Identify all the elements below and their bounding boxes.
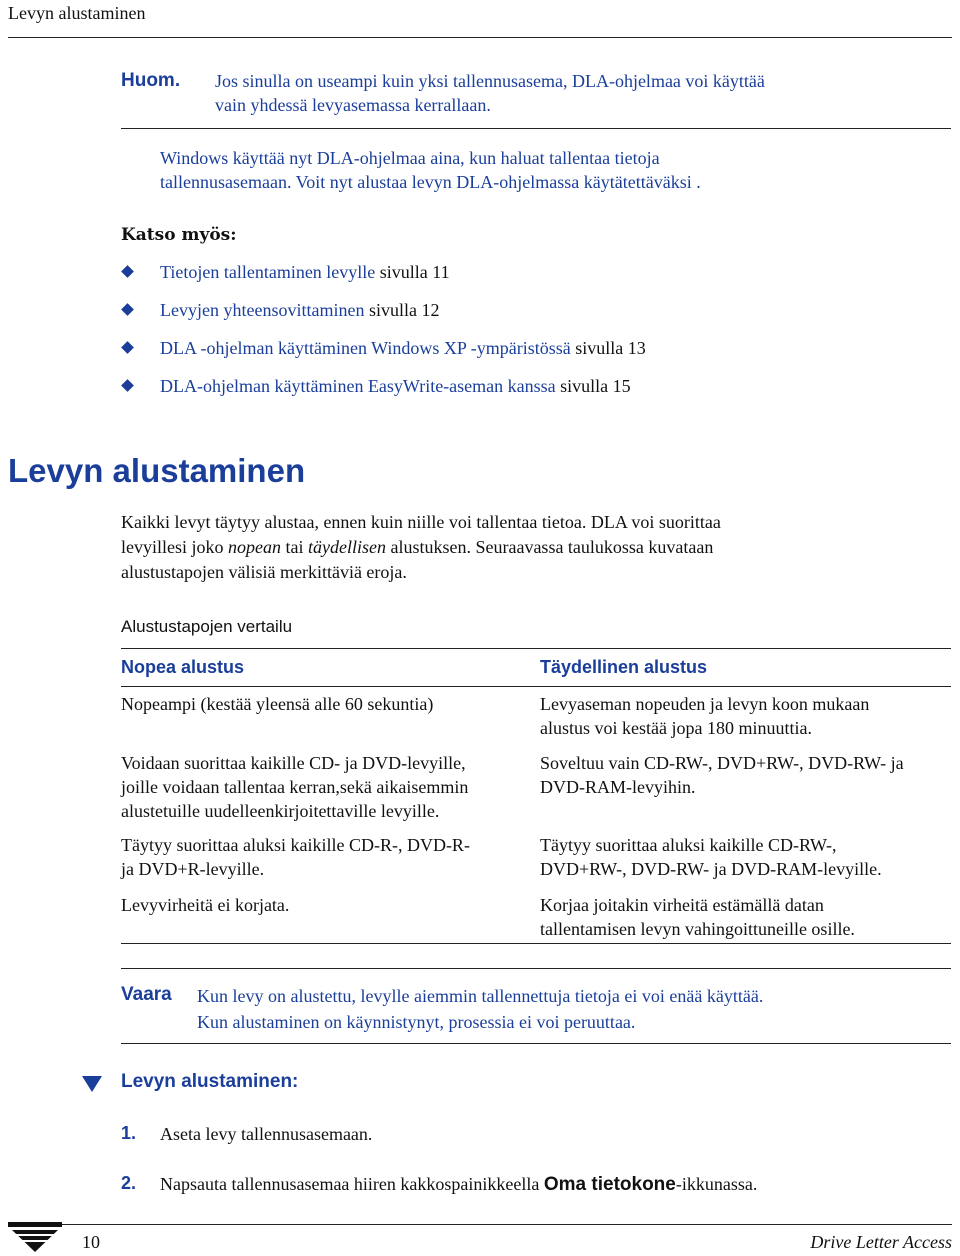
see-also-item: Tietojen tallentaminen levylle sivulla 11	[160, 262, 450, 282]
running-header: Levyn alustaminen	[8, 3, 146, 23]
header-rule	[8, 37, 952, 38]
table-caption: Alustustapojen vertailu	[121, 617, 293, 636]
table-cell: Soveltuu vain CD-RW-, DVD+RW-, DVD-RW- ja DVD-RAM-levyihin.	[540, 753, 904, 797]
footer-rule	[62, 1224, 952, 1225]
section-paragraph: Kaikki levyt täytyy alustaa, ennen kuin niille voi tallentaa tietoa. DLA voi suorittaa levyillesi joko nopean tai täydellisen alustuksen. Seuraavassa taulukossa kuvataan alustustapojen välisiä merkittäviä eroja.	[121, 512, 721, 582]
see-also-item: DLA -ohjelman käyttäminen Windows XP -ympäristössä sivulla 13	[160, 338, 646, 358]
intro-paragraph: Windows käyttää nyt DLA-ohjelmaa aina, kun haluat tallentaa tietoja tallennusasemaan. Voit nyt alustaa levyn DLA-ohjelmassa käytätettäväksi .	[160, 148, 701, 192]
table-bottom-rule	[121, 943, 951, 944]
warning-top-rule	[121, 968, 951, 969]
table-cell: Levyaseman nopeuden ja levyn koon mukaan alustus voi kestää jopa 180 minuuttia.	[540, 694, 870, 738]
see-also-item: DLA-ohjelman käyttäminen EasyWrite-aseman kanssa sivulla 15	[160, 376, 631, 396]
table-cell: Voidaan suorittaa kaikille CD- ja DVD-levyille, joille voidaan tallentaa kerran,sekä aikaisemmin alustetuille uudelleenkirjoitettaville levyille.	[121, 753, 469, 821]
bullet-icon	[121, 379, 134, 392]
page-number: 10	[82, 1232, 100, 1252]
bullet-icon	[121, 303, 134, 316]
publisher-logo-icon	[8, 1222, 62, 1252]
triangle-down-icon	[82, 1076, 102, 1092]
step-number: 2.	[121, 1173, 137, 1193]
table-cell: Täytyy suorittaa aluksi kaikille CD-RW-, DVD+RW-, DVD-RW- ja DVD-RAM-levyille.	[540, 835, 882, 879]
warning-text: Kun levy on alustettu, levylle aiemmin tallennettuja tietoja ei voi enää käyttää. Kun alustaminen on käynnistynyt, prosessia ei voi peruuttaa.	[197, 986, 764, 1032]
see-also-link[interactable]: DLA -ohjelman käyttäminen Windows XP -ympäristössä	[160, 338, 571, 358]
note-text: Jos sinulla on useampi kuin yksi tallennusasema, DLA-ohjelmaa voi käyttää vain yhdessä levyasemassa kerrallaan.	[215, 71, 765, 115]
step-text: Aseta levy tallennusasemaan.	[160, 1124, 373, 1144]
book-title: Drive Letter Access	[810, 1232, 952, 1252]
warning-bottom-rule	[121, 1043, 951, 1044]
note-label: Huom.	[121, 70, 181, 91]
table-cell: Nopeampi (kestää yleensä alle 60 sekuntia)	[121, 694, 434, 714]
note-rule	[121, 128, 951, 129]
table-header-quick: Nopea alustus	[121, 657, 245, 677]
step-text: Napsauta tallennusasemaa hiiren kakkospainikkeella Oma tietokone-ikkunassa.	[160, 1174, 758, 1195]
procedure-title: Levyn alustaminen:	[121, 1071, 299, 1092]
bullet-icon	[121, 265, 134, 278]
bullet-icon	[121, 341, 134, 354]
see-also-link[interactable]: DLA-ohjelman käyttäminen EasyWrite-aseman kanssa	[160, 376, 556, 396]
ui-element-name: Oma tietokone	[543, 1174, 676, 1195]
warning-label: Vaara	[121, 984, 172, 1005]
table-header-full: Täydellinen alustus	[540, 657, 708, 677]
see-also-link[interactable]: Levyjen yhteensovittaminen	[160, 300, 365, 320]
see-also-item: Levyjen yhteensovittaminen sivulla 12	[160, 300, 440, 320]
table-header-rule	[121, 686, 951, 687]
table-cell: Korjaa joitakin virheitä estämällä datan tallentamisen levyn vahingoittuneille osille.	[540, 895, 855, 939]
section-heading: Levyn alustaminen	[8, 452, 306, 489]
table-cell: Levyvirheitä ei korjata.	[121, 895, 290, 915]
see-also-link[interactable]: Tietojen tallentaminen levylle	[160, 262, 376, 282]
see-also-label: Katso myös:	[121, 225, 237, 245]
table-cell: Täytyy suorittaa aluksi kaikille CD-R-, DVD-R- ja DVD+R-levyille.	[121, 835, 470, 879]
table-top-rule	[121, 648, 951, 649]
step-number: 1.	[121, 1123, 137, 1143]
